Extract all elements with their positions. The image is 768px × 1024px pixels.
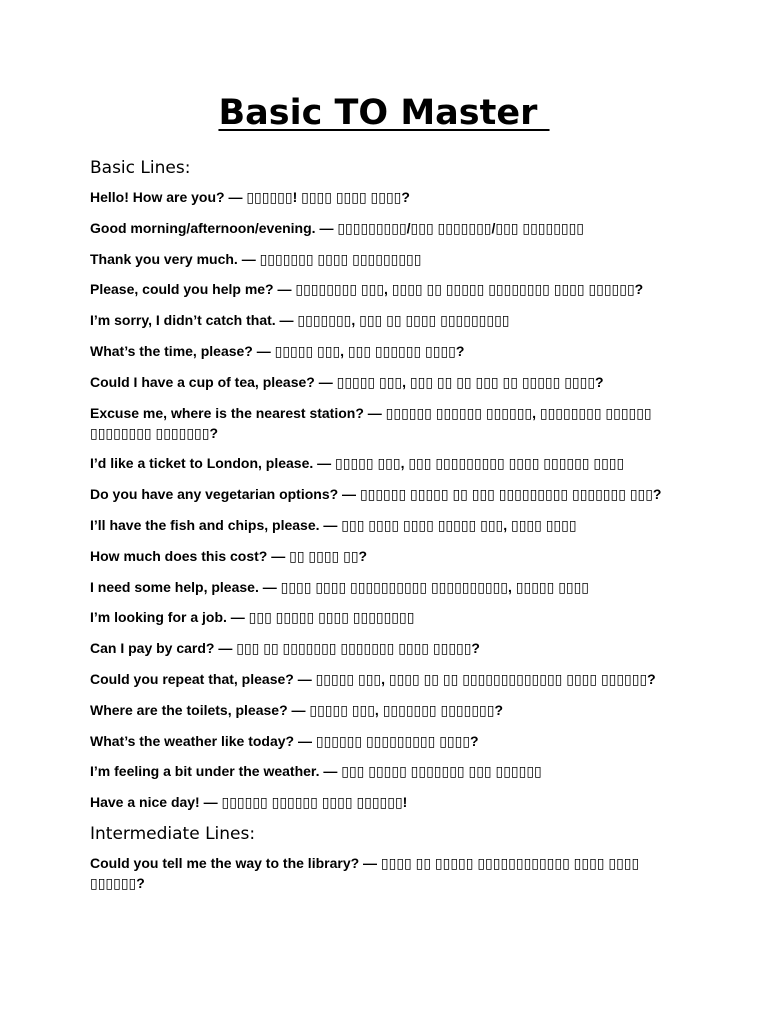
section-heading-intermediate: Intermediate Lines:	[90, 823, 256, 844]
phrase-line: Excuse me, where is the nearest station? — ▯▯▯▯▯▯ ▯▯▯▯▯▯ ▯▯▯▯▯▯, ▯▯▯▯▯▯▯▯ ▯▯▯▯▯▯ ▯▯▯▯▯▯▯▯ ▯▯▯▯▯▯▯?	[90, 404, 652, 441]
phrase-line: I’m looking for a job. — ▯▯▯ ▯▯▯▯▯ ▯▯▯▯ ▯▯▯▯▯▯▯▯	[90, 609, 415, 626]
phrase-line: How much does this cost? — ▯▯ ▯▯▯▯ ▯▯?	[90, 547, 368, 564]
phrase-line: Could you tell me the way to the library? — ▯▯▯▯ ▯▯ ▯▯▯▯▯ ▯▯▯▯▯▯▯▯▯▯▯▯ ▯▯▯▯ ▯▯▯▯ ▯▯▯▯▯▯?	[90, 854, 640, 891]
phrase-line: Thank you very much. — ▯▯▯▯▯▯▯ ▯▯▯▯ ▯▯▯▯▯▯▯▯▯	[90, 250, 422, 267]
document-title: Basic TO Master	[218, 93, 550, 133]
phrase-line: I’m feeling a bit under the weather. — ▯▯▯ ▯▯▯▯▯ ▯▯▯▯▯▯▯ ▯▯▯ ▯▯▯▯▯▯	[90, 763, 542, 780]
phrase-line: Can I pay by card? — ▯▯▯ ▯▯ ▯▯▯▯▯▯▯ ▯▯▯▯▯▯▯ ▯▯▯▯ ▯▯▯▯▯?	[90, 640, 480, 657]
phrase-line: I’m sorry, I didn’t catch that. — ▯▯▯▯▯▯▯, ▯▯▯ ▯▯ ▯▯▯▯ ▯▯▯▯▯▯▯▯▯	[90, 312, 510, 329]
phrase-line: What’s the time, please? — ▯▯▯▯▯ ▯▯▯, ▯▯▯ ▯▯▯▯▯▯ ▯▯▯▯?	[90, 342, 465, 359]
phrase-line: Could I have a cup of tea, please? — ▯▯▯▯▯ ▯▯▯, ▯▯▯ ▯▯ ▯▯ ▯▯▯ ▯▯ ▯▯▯▯▯ ▯▯▯▯?	[90, 373, 604, 390]
phrase-line: I’d like a ticket to London, please. — ▯▯▯▯▯ ▯▯▯, ▯▯▯ ▯▯▯▯▯▯▯▯▯ ▯▯▯▯ ▯▯▯▯▯▯ ▯▯▯▯	[90, 455, 625, 472]
intermediate-lines-list	[90, 853, 678, 893]
phrase-line: Please, could you help me? — ▯▯▯▯▯▯▯▯ ▯▯▯, ▯▯▯▯ ▯▯ ▯▯▯▯▯ ▯▯▯▯▯▯▯▯ ▯▯▯▯ ▯▯▯▯▯▯?	[90, 281, 644, 298]
phrase-line: Hello! How are you? — ▯▯▯▯▯▯! ▯▯▯▯ ▯▯▯▯ ▯▯▯▯?	[90, 189, 410, 205]
phrase-line: What’s the weather like today? — ▯▯▯▯▯▯ ▯▯▯▯▯▯▯▯▯ ▯▯▯▯?	[90, 732, 479, 749]
basic-lines-list	[90, 187, 678, 812]
section-heading-basic: Basic Lines:	[90, 158, 191, 178]
phrase-line: Do you have any vegetarian options? — ▯▯▯▯▯▯ ▯▯▯▯▯ ▯▯ ▯▯▯ ▯▯▯▯▯▯▯▯▯ ▯▯▯▯▯▯▯ ▯▯▯?	[90, 486, 662, 503]
phrase-line: Good morning/afternoon/evening. — ▯▯▯▯▯▯▯▯▯/▯▯▯ ▯▯▯▯▯▯▯/▯▯▯ ▯▯▯▯▯▯▯▯	[90, 219, 585, 236]
phrase-line: Where are the toilets, please? — ▯▯▯▯▯ ▯▯▯, ▯▯▯▯▯▯▯ ▯▯▯▯▯▯▯?	[90, 701, 503, 718]
phrase-line: Could you repeat that, please? — ▯▯▯▯▯ ▯▯▯, ▯▯▯▯ ▯▯ ▯▯ ▯▯▯▯▯▯▯▯▯▯▯▯▯ ▯▯▯▯ ▯▯▯▯▯▯?	[90, 670, 656, 687]
phrase-line: I’ll have the fish and chips, please. — ▯▯▯ ▯▯▯▯ ▯▯▯▯ ▯▯▯▯▯ ▯▯▯, ▯▯▯▯ ▯▯▯▯	[90, 516, 577, 533]
phrase-line: I need some help, please. — ▯▯▯▯ ▯▯▯▯ ▯▯▯▯▯▯▯▯▯▯ ▯▯▯▯▯▯▯▯▯▯, ▯▯▯▯▯ ▯▯▯▯	[90, 578, 590, 595]
phrase-line: Have a nice day! — ▯▯▯▯▯▯ ▯▯▯▯▯▯ ▯▯▯▯ ▯▯▯▯▯▯!	[90, 794, 408, 811]
